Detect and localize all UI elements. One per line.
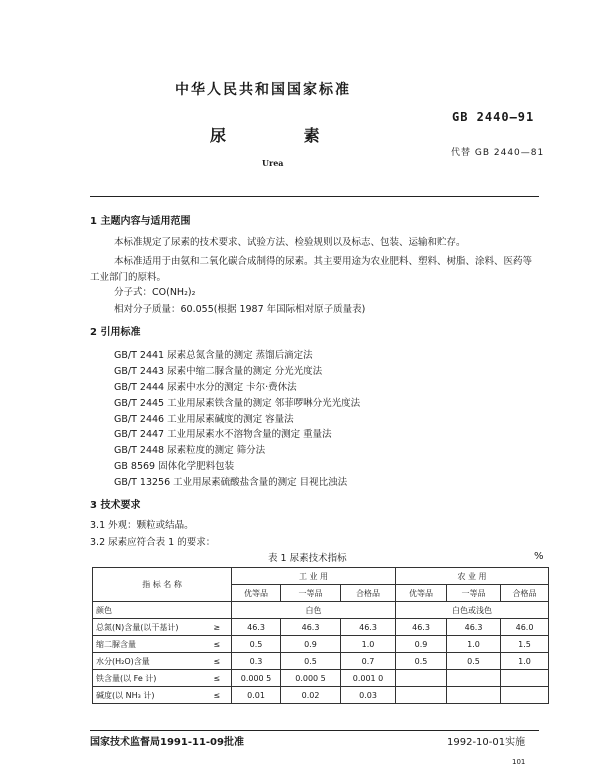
urea-spec-table <box>92 567 549 704</box>
table-cell: 0.5 <box>396 653 447 670</box>
table-cell: 46.0 <box>501 619 549 636</box>
table-cell: 46.3 <box>232 619 281 636</box>
table-cell: 0.5 <box>232 636 281 653</box>
section1-para2-line2: 工业部门的原料。 <box>90 272 167 283</box>
reference-item: GB/T 2446 工业用尿素碱度的测定 容量法 <box>114 414 294 425</box>
footer-divider <box>90 730 539 731</box>
table-cell: 1.0 <box>341 636 396 653</box>
grade-header: 优等品 <box>232 585 281 602</box>
table-caption: 表 1 尿素技术指标 <box>268 553 347 564</box>
table-row <box>93 687 549 704</box>
grade-header: 一等品 <box>281 585 341 602</box>
row-label: 总氮(N)含量(以干基计) <box>93 619 203 636</box>
table-cell: 0.5 <box>281 653 341 670</box>
agricultural-color: 白色或浅色 <box>396 602 549 619</box>
reference-item: GB 8569 固体化学肥料包装 <box>114 461 235 472</box>
table-cell: 1.0 <box>447 636 501 653</box>
table-row <box>93 602 549 619</box>
table-cell <box>501 670 549 687</box>
row-label: 碱度(以 NH₃ 计) <box>93 687 203 704</box>
replaces-note: 代替 GB 2440—81 <box>451 148 545 158</box>
grade-header: 合格品 <box>341 585 396 602</box>
table-cell: 0.000 5 <box>281 670 341 687</box>
table-row <box>93 670 549 687</box>
table-cell: 0.001 0 <box>341 670 396 687</box>
grade-header: 合格品 <box>501 585 549 602</box>
section1-para1: 本标准规定了尿素的技术要求、试验方法、检验规则以及标志、包装、运输和贮存。 <box>114 237 466 248</box>
approval-note: 国家技术监督局1991-11-09批准 <box>90 737 244 748</box>
table-cell <box>396 670 447 687</box>
section2-heading: 2 引用标准 <box>90 327 141 338</box>
table-cell: 0.03 <box>341 687 396 704</box>
table-cell <box>396 687 447 704</box>
document-title: 尿 素 <box>210 126 320 145</box>
table-cell: 0.3 <box>232 653 281 670</box>
table-cell: 0.7 <box>341 653 396 670</box>
table-cell <box>447 670 501 687</box>
comparison-symbol: ≤ <box>203 636 232 653</box>
page-number: 101 <box>512 758 526 766</box>
table-cell: 0.000 5 <box>232 670 281 687</box>
reference-item: GB/T 2441 尿素总氮含量的测定 蒸馏后滴定法 <box>114 350 313 361</box>
section3-heading: 3 技术要求 <box>90 500 141 511</box>
reference-item: GB/T 2445 工业用尿素铁含量的测定 邻菲啰啉分光光度法 <box>114 398 361 409</box>
industrial-color: 白色 <box>232 602 396 619</box>
standard-number: GB 2440—91 <box>452 110 535 124</box>
appearance-requirement: 3.1 外观：颗粒或结晶。 <box>90 520 194 531</box>
row-label: 缩二脲含量 <box>93 636 203 653</box>
row-label: 铁含量(以 Fe 计) <box>93 670 203 687</box>
table-cell: 0.9 <box>281 636 341 653</box>
comparison-symbol: ≥ <box>203 619 232 636</box>
agricultural-group-header: 农 业 用 <box>396 568 549 585</box>
organization-title: 中华人民共和国国家标准 <box>175 82 351 98</box>
grade-header: 优等品 <box>396 585 447 602</box>
section1-para2-line1: 本标准适用于由氨和二氧化碳合成制得的尿素。其主要用途为农业肥料、塑料、树脂、涂料、医药等 <box>114 256 533 267</box>
table-cell: 0.01 <box>232 687 281 704</box>
table-row <box>93 619 549 636</box>
reference-item: GB/T 2444 尿素中水分的测定 卡尔·费休法 <box>114 382 297 393</box>
english-title: Urea <box>262 158 284 168</box>
table-header-row <box>93 568 549 585</box>
grade-header: 一等品 <box>447 585 501 602</box>
comparison-symbol: ≤ <box>203 670 232 687</box>
table-cell: 0.5 <box>447 653 501 670</box>
reference-item: GB/T 2448 尿素粒度的测定 筛分法 <box>114 445 266 456</box>
table-cell: 1.0 <box>501 653 549 670</box>
comparison-symbol: ≤ <box>203 653 232 670</box>
table-cell: 0.9 <box>396 636 447 653</box>
table-cell: 1.5 <box>501 636 549 653</box>
table-cell: 46.3 <box>281 619 341 636</box>
table-cell <box>501 687 549 704</box>
table-cell: 0.02 <box>281 687 341 704</box>
molecular-formula: 分子式：CO(NH₂)₂ <box>114 287 196 298</box>
industrial-group-header: 工 业 用 <box>232 568 396 585</box>
reference-item: GB/T 13256 工业用尿素硫酸盐含量的测定 目视比浊法 <box>114 477 348 488</box>
table-cell: 46.3 <box>341 619 396 636</box>
implementation-date: 1992-10-01实施 <box>447 737 526 748</box>
header-divider <box>90 196 539 197</box>
reference-item: GB/T 2443 尿素中缩二脲含量的测定 分光光度法 <box>114 366 323 377</box>
row-label: 水分(H₂O)含量 <box>93 653 203 670</box>
molar-mass: 相对分子质量：60.055(根据 1987 年国际相对原子质量表) <box>114 304 366 315</box>
section1-heading: 1 主题内容与适用范围 <box>90 216 191 227</box>
color-label: 颜色 <box>93 602 232 619</box>
table-cell: 46.3 <box>447 619 501 636</box>
table-requirement-intro: 3.2 尿素应符合表 1 的要求： <box>90 537 216 548</box>
table-row <box>93 636 549 653</box>
table-unit: % <box>534 551 544 562</box>
reference-item: GB/T 2447 工业用尿素水不溶物含量的测定 重量法 <box>114 429 332 440</box>
table-cell: 46.3 <box>396 619 447 636</box>
comparison-symbol: ≤ <box>203 687 232 704</box>
indicator-name-header: 指 标 名 称 <box>93 568 232 602</box>
table-cell <box>447 687 501 704</box>
table-row <box>93 653 549 670</box>
